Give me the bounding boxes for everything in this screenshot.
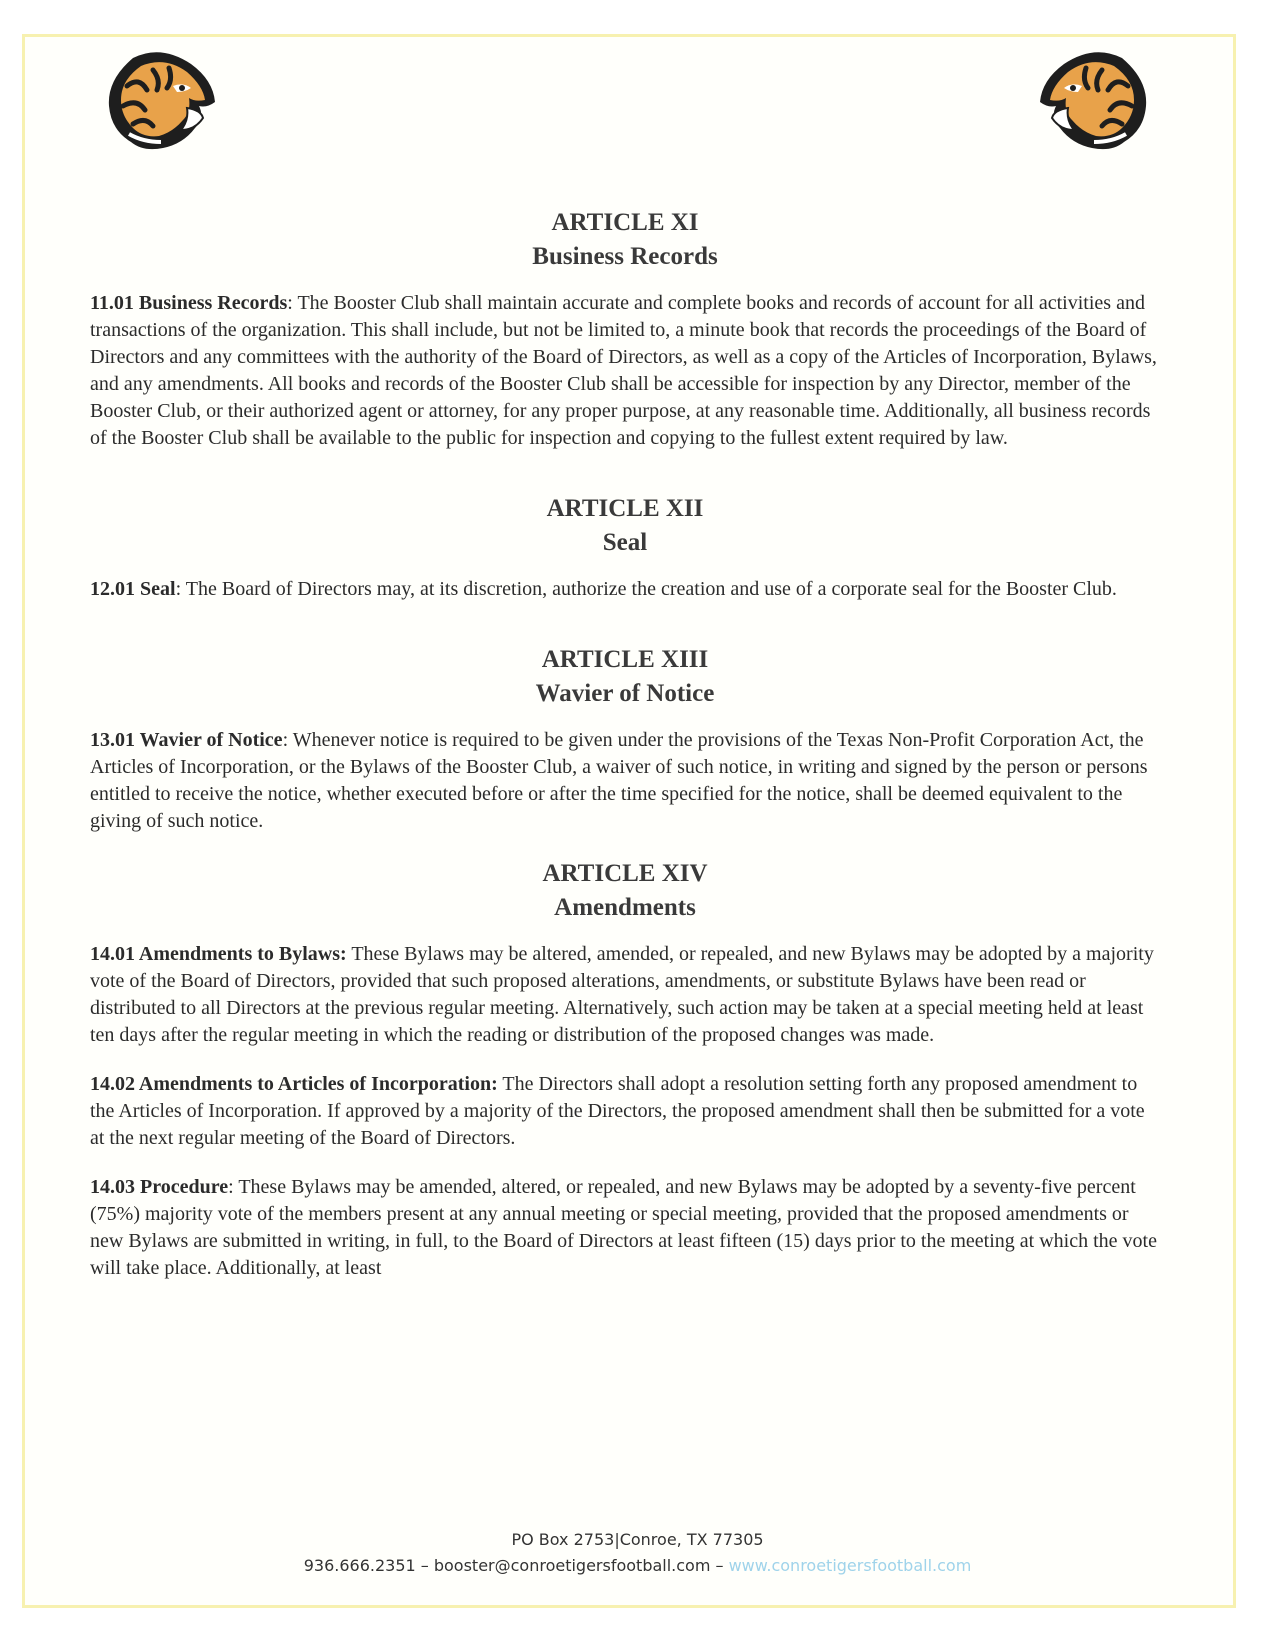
section-heading: 14.01 Amendments to Bylaws: xyxy=(90,943,347,965)
section-paragraph xyxy=(90,290,1160,452)
section-heading: 13.01 Wavier of Notice xyxy=(90,729,283,751)
article-subtitle: Wavier of Notice xyxy=(535,680,715,707)
article-title: ARTICLE XI xyxy=(551,209,699,236)
section-paragraph xyxy=(90,941,1160,1049)
article-title: ARTICLE XII xyxy=(546,495,704,522)
section-heading: 14.02 Amendments to Articles of Incorporation: xyxy=(90,1073,498,1095)
article-xiii xyxy=(90,643,1160,835)
article-title: ARTICLE XIII xyxy=(541,646,709,673)
section-heading: 14.03 Procedure xyxy=(90,1176,229,1198)
separator: : xyxy=(175,578,186,600)
article-subtitle: Business Records xyxy=(532,243,718,270)
footer-contact-text: 936.666.2351 – booster@conroetigersfootball.com – xyxy=(303,1556,729,1575)
section-heading: 11.01 Business Records xyxy=(90,292,288,314)
section-heading: 12.01 Seal xyxy=(90,578,176,600)
website-link[interactable]: www.conroetigersfootball.com xyxy=(728,1556,972,1575)
section-paragraph xyxy=(90,1071,1160,1152)
separator: : xyxy=(282,729,293,751)
section-text: These Bylaws may be amended, altered, or repealed, and new Bylaws may be adopted by a seventy-five percent (75%) majority vote of the members present at any annual meeting or special meeting, provided that the proposed amendments or new Bylaws are submitted in writing, in full, to the Board of Directors at least fifteen (15) days prior to the meeting at which the vote will take place. Additionally, at least xyxy=(90,1176,1157,1279)
article-xiv xyxy=(90,857,1160,1282)
footer-contact xyxy=(0,1556,1275,1575)
article-xii xyxy=(90,492,1160,603)
section-text: Whenever notice is required to be given under the provisions of the Texas Non-Profit Corporation Act, the Articles of Incorporation, or the Bylaws of the Booster Club, a waiver of such notice, in writing and signed by the person or persons entitled to receive the notice, whether executed before or after the time specified for the notice, shall be deemed equivalent to the giving of such notice. xyxy=(90,729,1148,832)
section-paragraph xyxy=(90,727,1160,835)
tiger-head-icon xyxy=(1034,46,1152,154)
article-xi xyxy=(90,206,1160,452)
document-body xyxy=(90,206,1160,1282)
separator: : xyxy=(228,1176,239,1198)
section-text: These Bylaws may be altered, amended, or repealed, and new Bylaws may be adopted by a majority vote of the Board of Directors, provided that such proposed alterations, amendments, or substitute Bylaws have been read or distributed to all Directors at the previous regular meeting. Alternatively, such action may be taken at a special meeting held at least ten days after the regular meeting in which the reading or distribution of the proposed changes was made. xyxy=(90,943,1154,1046)
section-paragraph xyxy=(90,1174,1160,1282)
section-text: The Booster Club shall maintain accurate and complete books and records of account for all activities and transactions of the organization. This shall include, but not be limited to, a minute book that records the proceedings of the Board of Directors and any committees with the authority of the Board of Directors, as well as a copy of the Articles of Incorporation, Bylaws, and any amendments. All books and records of the Booster Club shall be accessible for inspection by any Director, member of the Booster Club, or their authorized agent or attorney, for any proper purpose, at any reasonable time. Additionally, all business records of the Booster Club shall be available to the public for inspection and copying to the fullest extent required by law. xyxy=(90,292,1157,449)
article-title: ARTICLE XIV xyxy=(542,860,708,887)
section-text: The Board of Directors may, at its discretion, authorize the creation and use of a corporate seal for the Booster Club. xyxy=(185,578,1117,600)
tiger-head-icon xyxy=(103,46,221,154)
section-text: The Directors shall adopt a resolution setting forth any proposed amendment to the Articles of Incorporation. If approved by a majority of the Directors, the proposed amendment shall then be submitted for a vote at the next regular meeting of the Board of Directors. xyxy=(90,1073,1145,1149)
separator: : xyxy=(287,292,298,314)
article-subtitle: Seal xyxy=(602,529,648,556)
section-paragraph xyxy=(90,576,1160,603)
article-subtitle: Amendments xyxy=(554,894,696,921)
footer-address: PO Box 2753|Conroe, TX 77305 xyxy=(511,1530,764,1549)
